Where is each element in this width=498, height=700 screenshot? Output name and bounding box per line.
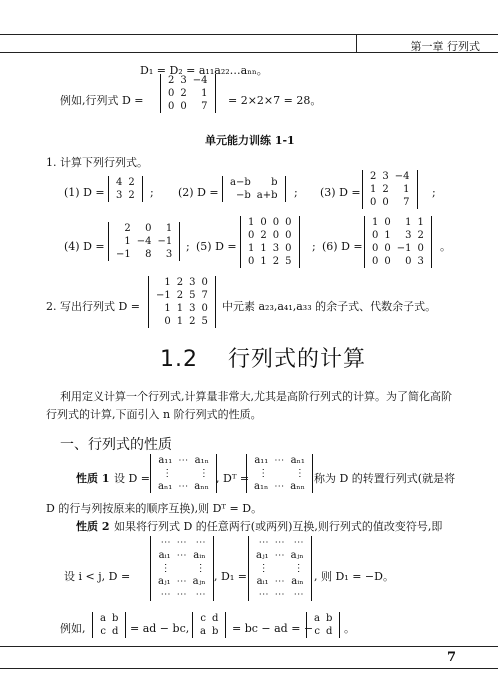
matrix-entry: ⋮	[293, 563, 304, 574]
matrix-row	[251, 480, 308, 493]
p3-determinant	[362, 170, 418, 209]
prop1-text-d: D 的行与列按原来的顺序互换),则 Dᵀ = D。	[46, 502, 263, 515]
matrix-entry: 2	[128, 190, 135, 201]
matrix-entry: a	[100, 613, 106, 624]
matrix-table	[367, 170, 413, 209]
matrix-entry: ⋯	[258, 537, 269, 548]
matrix-row	[227, 176, 281, 189]
matrix-row	[155, 575, 209, 588]
matrix-table	[113, 176, 138, 202]
example2-m1	[92, 612, 126, 638]
matrix-entry: 2	[168, 75, 175, 86]
page-number: 7	[446, 650, 456, 665]
matrix-entry: 1	[372, 217, 379, 228]
example-determinant	[160, 74, 216, 113]
exercise-q2-suffix: 中元素 a₂₃,a₄₁,a₃₃ 的余子式、代数余子式。	[222, 300, 437, 313]
matrix-entry: 2	[124, 223, 131, 234]
matrix-entry: 1	[176, 303, 184, 314]
matrix-entry: 0	[272, 217, 280, 228]
matrix-entry: −1	[157, 236, 173, 247]
matrix-entry: 1	[260, 256, 267, 267]
matrix-entry: 1	[248, 217, 255, 228]
subsection-title: 一、行列式的性质	[60, 437, 172, 453]
matrix-entry: 8	[145, 249, 152, 260]
matrix-entry: 2	[370, 171, 377, 182]
matrix-entry: ⋯	[274, 589, 285, 600]
footer-rule-2	[0, 668, 498, 669]
matrix-entry: −1	[396, 243, 412, 254]
prop1-text-a: 设 D =	[114, 472, 151, 485]
matrix-entry: 0	[164, 316, 171, 327]
prop1-text-b: , Dᵀ =	[216, 472, 250, 485]
prop2-matrix-d1	[248, 536, 312, 601]
matrix-row	[155, 549, 209, 562]
example2-eq2: = bc − ad = −	[232, 622, 314, 635]
matrix-entry: 3	[405, 230, 412, 241]
matrix-entry: 2	[382, 184, 389, 195]
matrix-entry: ⋮	[258, 563, 269, 574]
matrix-row	[113, 248, 175, 261]
matrix-entry: 0	[372, 256, 379, 267]
matrix-entry: 3	[189, 277, 196, 288]
matrix-entry: c	[314, 626, 320, 637]
matrix-row	[245, 216, 295, 229]
matrix-entry: c	[100, 626, 106, 637]
matrix-entry: ⋯	[274, 455, 285, 466]
matrix-entry: aᵢₙ	[291, 576, 304, 587]
matrix-entry: ⋮	[198, 468, 209, 479]
matrix-entry: ⋯	[195, 589, 206, 600]
matrix-entry: −b	[235, 190, 251, 201]
p2-label: (2) D =	[178, 186, 219, 199]
matrix-entry: 0	[372, 230, 379, 241]
matrix-entry: 0	[201, 303, 208, 314]
matrix-row	[253, 588, 307, 601]
matrix-row	[367, 196, 413, 209]
matrix-entry: 0	[201, 277, 208, 288]
p1-label: (1) D =	[64, 186, 105, 199]
chapter-header: 第一章 行列式	[410, 40, 480, 53]
matrix-entry: ⋯	[176, 537, 187, 548]
matrix-entry: 3	[116, 190, 123, 201]
p4-determinant	[108, 222, 180, 261]
p3-label: (3) D =	[320, 186, 361, 199]
matrix-entry: 1	[124, 236, 131, 247]
matrix-entry: 0	[272, 230, 280, 241]
matrix-entry: 0	[382, 197, 389, 208]
intro-formula: D₁ = D₂ = a₁₁a₂₂…aₙₙ。	[140, 64, 268, 77]
matrix-row	[153, 276, 211, 289]
matrix-entry: aⱼₙ	[290, 550, 304, 561]
matrix-entry: a−b	[230, 177, 251, 188]
matrix-entry: 1	[164, 277, 171, 288]
matrix-entry: 0	[285, 230, 292, 241]
matrix-entry: aₙₙ	[290, 481, 305, 492]
matrix-entry: aᵢₙ	[193, 550, 206, 561]
matrix-row	[251, 454, 308, 467]
matrix-row	[253, 575, 307, 588]
matrix-entry: 2	[128, 177, 135, 188]
matrix-entry: aₙ₁	[158, 481, 173, 492]
matrix-entry: d	[325, 626, 333, 637]
matrix-table	[197, 612, 221, 638]
matrix-table	[311, 612, 335, 638]
example2-m3	[306, 612, 340, 638]
matrix-entry: ⋯	[274, 550, 285, 561]
matrix-entry: 1	[248, 243, 255, 254]
matrix-row	[155, 536, 209, 549]
matrix-entry: ⋯	[293, 537, 304, 548]
matrix-entry: −1	[156, 290, 171, 301]
matrix-entry: ⋮	[160, 563, 171, 574]
matrix-entry: ⋯	[293, 589, 304, 600]
matrix-entry: ⋯	[176, 576, 187, 587]
header-divider	[356, 34, 357, 52]
p5-sep: ;	[312, 240, 316, 253]
matrix-entry: 3	[189, 303, 196, 314]
matrix-row	[369, 216, 427, 229]
matrix-entry: a+b	[256, 190, 278, 201]
matrix-row	[153, 302, 211, 315]
matrix-entry: b	[211, 626, 219, 637]
matrix-entry: ⋮	[294, 468, 305, 479]
matrix-row	[155, 588, 209, 601]
matrix-entry: d	[111, 626, 119, 637]
matrix-table	[369, 216, 427, 268]
matrix-table	[165, 74, 211, 113]
matrix-entry: 0	[248, 230, 255, 241]
matrix-entry: ⋯	[178, 481, 189, 492]
q2-determinant	[148, 276, 216, 328]
matrix-entry: −1	[116, 249, 131, 260]
matrix-entry	[272, 562, 288, 575]
matrix-entry: 0	[384, 256, 391, 267]
matrix-entry: 1	[176, 316, 184, 327]
section-para-2: 行列式的计算,下面引入 n 阶行列式的性质。	[46, 408, 262, 421]
matrix-entry: aⱼ₁	[158, 576, 171, 587]
matrix-entry: aⱼₙ	[192, 576, 206, 587]
matrix-entry: aᵢ₁	[158, 550, 171, 561]
matrix-entry: 0	[145, 223, 152, 234]
matrix-entry: 1	[405, 217, 412, 228]
example2-prefix: 例如,	[60, 622, 86, 635]
matrix-entry: 2	[176, 290, 184, 301]
matrix-row	[253, 562, 307, 575]
matrix-entry: ⋯	[274, 576, 285, 587]
section-number: 1.2	[160, 347, 198, 372]
matrix-entry: 7	[201, 101, 208, 112]
example-result: = 2×2×7 = 28。	[228, 94, 322, 107]
matrix-entry: a₁ₙ	[194, 455, 209, 466]
exercise-q1: 1. 计算下列行列式。	[46, 156, 148, 169]
matrix-entry: 2	[260, 230, 267, 241]
matrix-row	[165, 100, 211, 113]
matrix-entry: 2	[189, 316, 196, 327]
matrix-table	[155, 454, 212, 493]
matrix-row	[369, 242, 427, 255]
matrix-row	[153, 315, 211, 328]
matrix-entry: ⋯	[178, 455, 189, 466]
matrix-entry: 0	[285, 243, 292, 254]
matrix-row	[253, 549, 307, 562]
section-title	[160, 342, 366, 373]
p5-determinant	[240, 216, 300, 268]
matrix-entry: 3	[382, 171, 389, 182]
matrix-entry: a	[314, 613, 320, 624]
matrix-row	[155, 562, 209, 575]
exercise-q2-prefix: 2. 写出行列式 D =	[46, 300, 141, 313]
example2-end: 。	[344, 622, 355, 635]
matrix-row	[253, 536, 307, 549]
matrix-row	[311, 612, 335, 625]
matrix-table	[227, 176, 281, 202]
matrix-table	[97, 612, 121, 638]
matrix-row	[251, 467, 308, 480]
matrix-entry: 1	[417, 217, 424, 228]
p3-sep: ;	[432, 186, 436, 199]
matrix-row	[113, 222, 175, 235]
matrix-row	[245, 255, 295, 268]
matrix-table	[253, 536, 307, 601]
matrix-entry: aₙₙ	[194, 481, 209, 492]
p5-label: (5) D =	[196, 240, 237, 253]
matrix-row	[197, 612, 221, 625]
matrix-entry: 1	[260, 243, 267, 254]
matrix-row	[155, 480, 212, 493]
matrix-entry: ⋮	[162, 468, 173, 479]
p6-end: 。	[440, 240, 451, 253]
matrix-row	[311, 625, 335, 638]
matrix-row	[113, 235, 175, 248]
footer-rule	[0, 646, 498, 647]
matrix-entry: ⋯	[160, 589, 171, 600]
matrix-entry	[174, 562, 190, 575]
matrix-entry: −4	[192, 75, 208, 86]
matrix-entry: 1	[164, 303, 171, 314]
matrix-row	[165, 74, 211, 87]
matrix-entry: −4	[394, 171, 410, 182]
section-title-text: 行列式的计算	[228, 347, 367, 372]
matrix-entry: 0	[285, 217, 292, 228]
matrix-entry: ⋯	[274, 481, 285, 492]
matrix-entry: 2	[180, 88, 187, 99]
matrix-entry: 2	[417, 230, 424, 241]
matrix-table	[113, 222, 175, 261]
matrix-row	[245, 229, 295, 242]
matrix-table	[155, 536, 209, 601]
matrix-entry: 3	[272, 243, 280, 254]
matrix-row	[97, 625, 121, 638]
matrix-entry: 0	[168, 101, 175, 112]
p1-determinant	[108, 176, 143, 202]
matrix-entry: a₁₁	[158, 455, 173, 466]
matrix-entry: a₁ₙ	[254, 481, 269, 492]
matrix-entry: 2	[176, 277, 184, 288]
matrix-entry: b	[325, 613, 333, 624]
matrix-entry: b	[271, 177, 278, 188]
p1-sep: ;	[150, 186, 154, 199]
matrix-entry: 0	[370, 197, 377, 208]
matrix-entry: 1	[370, 184, 377, 195]
matrix-entry: d	[211, 613, 219, 624]
p4-label: (4) D =	[64, 240, 105, 253]
matrix-entry: −4	[136, 236, 152, 247]
matrix-row	[113, 189, 138, 202]
matrix-table	[245, 216, 295, 268]
matrix-entry: a	[200, 626, 206, 637]
matrix-row	[227, 189, 281, 202]
p6-determinant	[364, 216, 432, 268]
matrix-entry: ⋯	[176, 550, 187, 561]
prop2-text-a: 如果将行列式 D 的任意两行(或两列)互换,则行列式的值改变符号,即	[114, 520, 443, 533]
exercise-title: 单元能力训练 1-1	[205, 134, 295, 147]
p6-label: (6) D =	[322, 240, 363, 253]
matrix-entry: b	[111, 613, 119, 624]
matrix-row	[245, 242, 295, 255]
matrix-entry: 5	[285, 256, 292, 267]
matrix-row	[165, 87, 211, 100]
matrix-entry: 0	[405, 256, 412, 267]
example2-m2	[192, 612, 226, 638]
matrix-entry: 3	[180, 75, 187, 86]
matrix-entry: 3	[165, 249, 173, 260]
section-para-1: 利用定义计算一个行列式,计算量非常大,尤其是高阶行列式的计算。为了简化高阶	[60, 390, 452, 403]
matrix-entry: 0	[260, 217, 267, 228]
prop1-matrix-d	[150, 454, 217, 493]
matrix-entry: aₙ₁	[290, 455, 305, 466]
matrix-row	[367, 183, 413, 196]
matrix-entry: a₁₁	[254, 455, 269, 466]
matrix-entry: ⋮	[195, 563, 206, 574]
matrix-table	[251, 454, 308, 493]
matrix-entry: 7	[201, 290, 208, 301]
prop1-label: 性质 1	[76, 472, 110, 485]
matrix-entry: ⋯	[195, 537, 206, 548]
matrix-entry: 1	[403, 184, 410, 195]
matrix-row	[155, 467, 212, 480]
matrix-entry	[175, 467, 191, 480]
p2-sep: ;	[294, 186, 298, 199]
matrix-row	[155, 454, 212, 467]
matrix-entry: ⋯	[160, 537, 171, 548]
matrix-row	[153, 289, 211, 302]
prop2-d1-label: , D₁ =	[214, 570, 247, 583]
matrix-entry: 0	[180, 101, 187, 112]
matrix-entry: ⋯	[176, 589, 187, 600]
example-prefix: 例如,行列式 D =	[60, 94, 144, 107]
prop2-label: 性质 2	[76, 520, 110, 533]
matrix-entry: 1	[384, 230, 391, 241]
matrix-entry: 7	[403, 197, 410, 208]
matrix-entry: ⋮	[258, 468, 269, 479]
matrix-entry: 0	[372, 243, 379, 254]
prop1-matrix-dt	[246, 454, 313, 493]
matrix-entry: 0	[384, 243, 391, 254]
example2-eq1: = ad − bc,	[130, 622, 190, 635]
p4-sep: ;	[186, 240, 190, 253]
matrix-entry: 1	[201, 88, 208, 99]
matrix-entry: 2	[272, 256, 280, 267]
matrix-row	[369, 255, 427, 268]
matrix-entry	[271, 467, 287, 480]
matrix-entry: c	[200, 613, 206, 624]
matrix-entry: 0	[384, 217, 391, 228]
matrix-entry: 5	[201, 316, 208, 327]
matrix-row	[113, 176, 138, 189]
prop1-text-c: 称为 D 的转置行列式(就是将	[314, 472, 456, 485]
matrix-entry: ⋯	[258, 589, 269, 600]
matrix-entry: 0	[417, 243, 424, 254]
matrix-row	[197, 625, 221, 638]
matrix-entry: 1	[165, 223, 173, 234]
header-rule-top	[0, 34, 498, 35]
prop2-let: 设 i < j, D =	[64, 570, 131, 583]
matrix-entry: 0	[168, 88, 175, 99]
matrix-entry: ⋯	[274, 537, 285, 548]
matrix-entry: 5	[189, 290, 196, 301]
p2-determinant	[222, 176, 286, 202]
matrix-entry: aⱼ₁	[256, 550, 269, 561]
matrix-entry: 4	[116, 177, 123, 188]
matrix-table	[153, 276, 211, 328]
matrix-entry: aᵢ₁	[256, 576, 269, 587]
matrix-row	[369, 229, 427, 242]
prop2-matrix-d	[150, 536, 214, 601]
matrix-entry: 3	[417, 256, 424, 267]
matrix-entry: 0	[248, 256, 255, 267]
matrix-row	[367, 170, 413, 183]
matrix-row	[97, 612, 121, 625]
prop2-conclusion: , 则 D₁ = −D。	[314, 570, 394, 583]
